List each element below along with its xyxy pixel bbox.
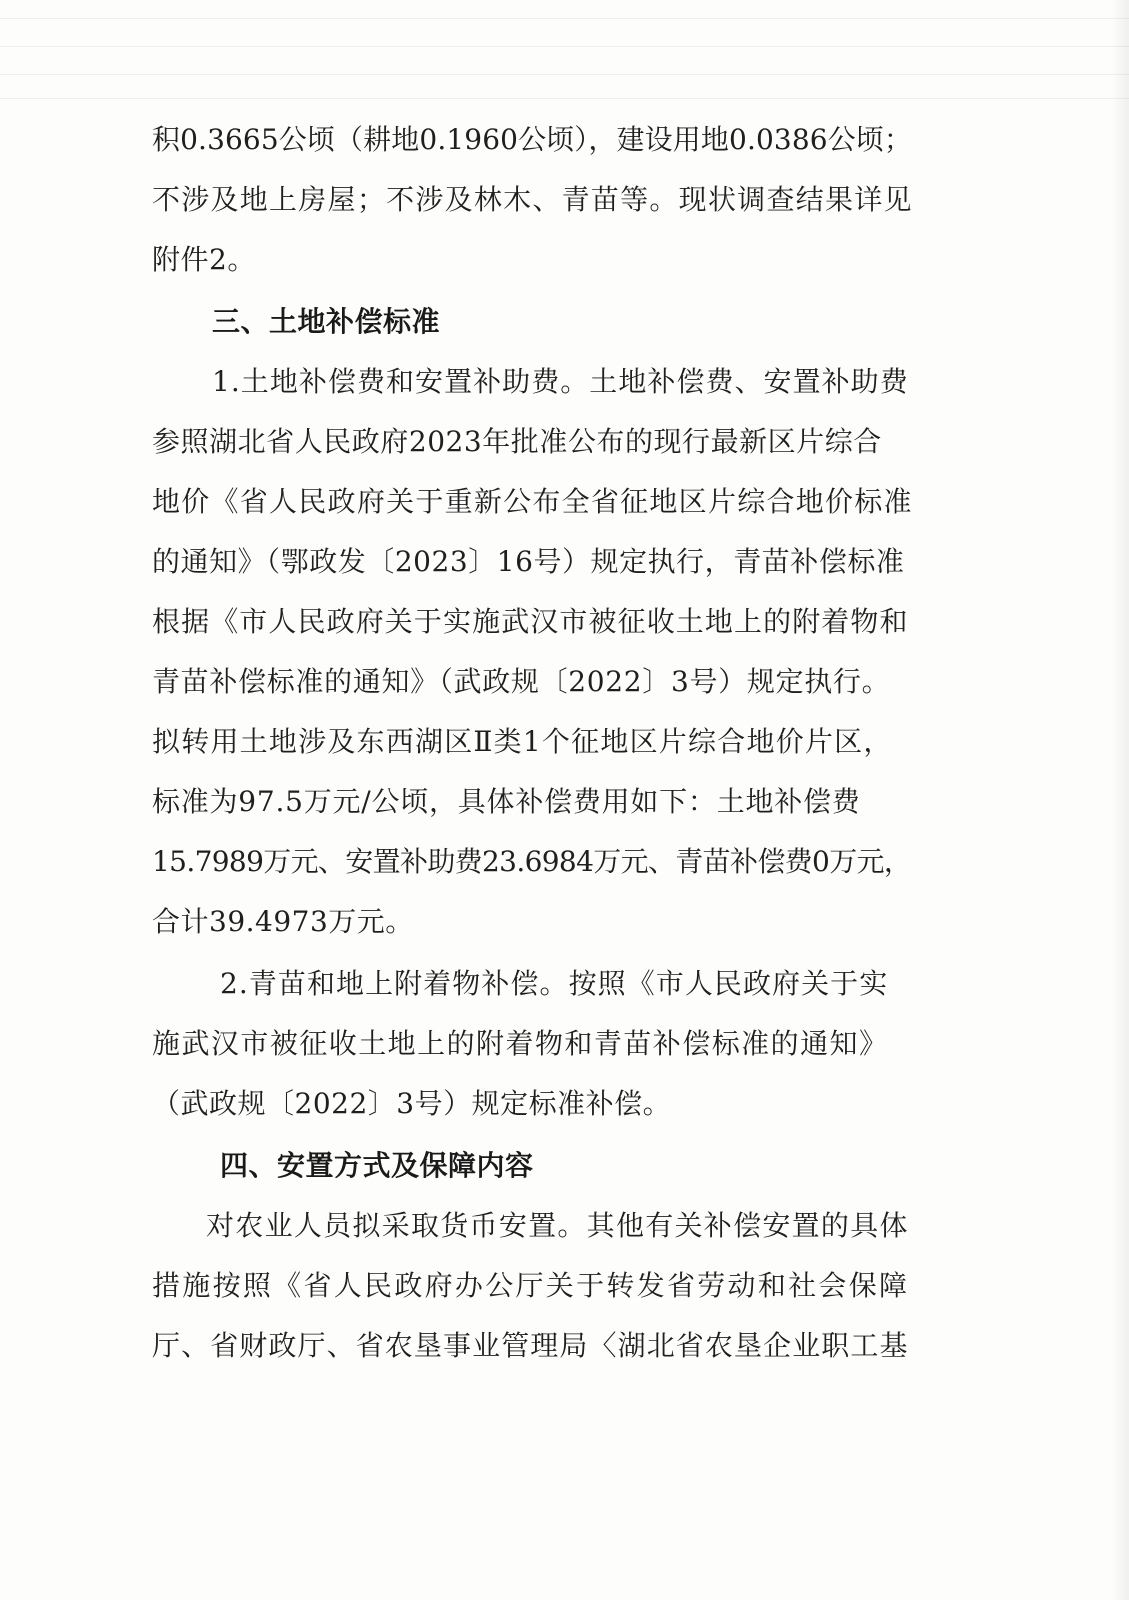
body-line: 积0.3665公顷（耕地0.1960公顷），建设用地0.0386公顷；	[152, 123, 913, 156]
scan-edge-shadow	[1111, 0, 1129, 1600]
body-line: 参照湖北省人民政府2023年批准公布的现行最新区片综合	[152, 425, 882, 458]
body-line: 附件2。	[152, 243, 256, 276]
body-line: 1.土地补偿费和安置补助费。土地补偿费、安置补助费	[212, 365, 909, 398]
body-line: 青苗补偿标准的通知》（武政规〔2022〕3号）规定执行。	[152, 665, 891, 698]
body-line: 标准为97.5万元/公顷，具体补偿费用如下：土地补偿费	[152, 785, 861, 818]
body-line: 措施按照《省人民政府办公厅关于转发省劳动和社会保障	[152, 1269, 910, 1302]
body-line: 2.青苗和地上附着物补偿。按照《市人民政府关于实	[220, 967, 889, 1000]
body-line: 对农业人员拟采取货币安置。其他有关补偿安置的具体	[206, 1209, 909, 1242]
body-line: 根据《市人民政府关于实施武汉市被征收土地上的附着物和	[152, 605, 909, 638]
scan-artifact	[0, 74, 1129, 75]
scan-artifact	[0, 18, 1129, 19]
scan-artifact	[0, 46, 1129, 47]
body-line: 合计39.4973万元。	[152, 905, 414, 938]
section-heading-3: 三、土地补偿标准	[212, 305, 441, 338]
body-line: 15.7989万元、安置补助费23.6984万元、青苗补偿费0万元，	[152, 845, 912, 878]
body-line: 的通知》（鄂政发〔2023〕16号）规定执行，青苗补偿标准	[152, 545, 905, 578]
body-line: 地价《省人民政府关于重新公布全省征地区片综合地价标准	[152, 485, 913, 518]
body-line: （武政规〔2022〕3号）规定标准补偿。	[152, 1087, 672, 1120]
section-heading-4: 四、安置方式及保障内容	[220, 1149, 534, 1182]
body-line: 厅、省财政厅、省农垦事业管理局〈湖北省农垦企业职工基	[152, 1329, 909, 1362]
body-line: 施武汉市被征收土地上的附着物和青苗补偿标准的通知》	[152, 1027, 889, 1060]
scan-artifact	[0, 98, 1129, 99]
body-line: 不涉及地上房屋；不涉及林木、青苗等。现状调查结果详见	[152, 183, 913, 216]
body-line: 拟转用土地涉及东西湖区Ⅱ类1个征地区片综合地价片区，	[152, 725, 893, 758]
